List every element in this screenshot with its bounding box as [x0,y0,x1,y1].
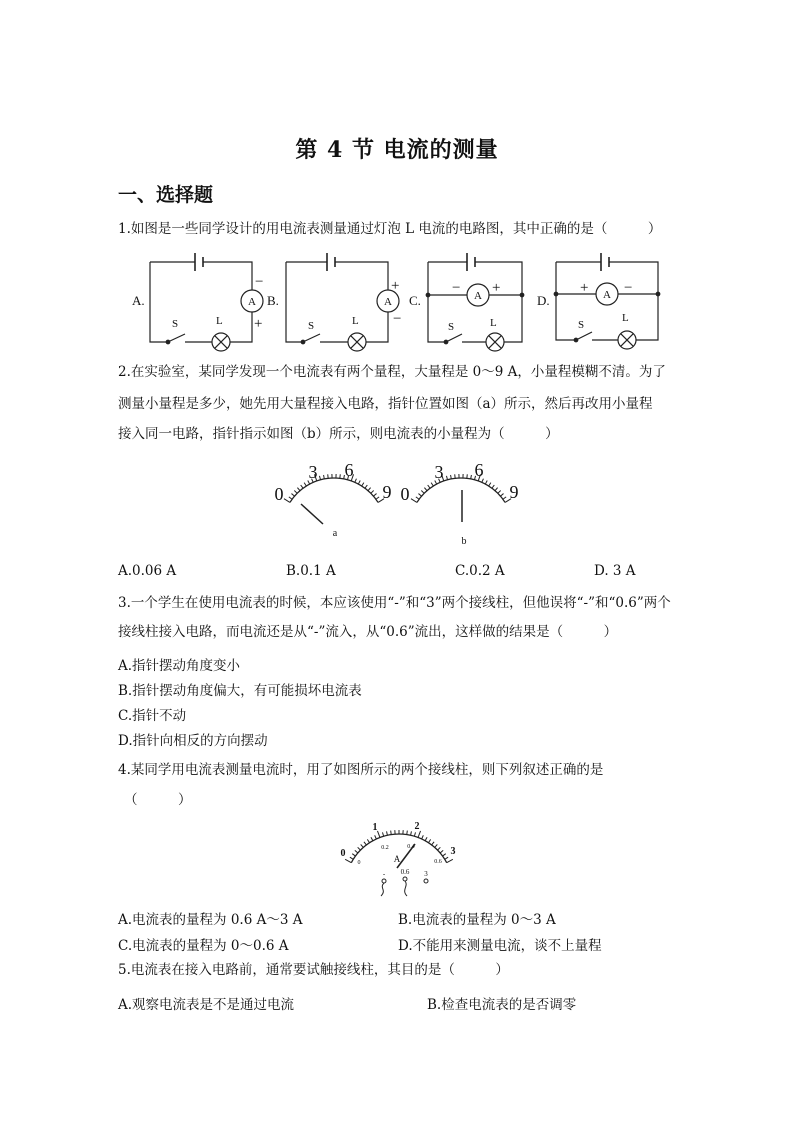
q1-option-c-label: C. [409,293,421,308]
q4-outer-tick-1: 1 [372,822,378,833]
dial-a-tick-mark [368,488,371,491]
q4-dial-tick-mark [440,850,443,853]
q4-option-a: A.电流表的量程为 0.6 A～3 A [118,912,303,928]
q4-option-d: D.不能用来测量电流，谈不上量程 [398,938,602,954]
q4-terminal-06: 0.6 [400,868,410,876]
q4-terminal-3: 3 [424,870,428,878]
dial-b-tick-mark [416,497,419,499]
q2-meter-dials-figure [265,460,535,550]
q4-dial-tick-mark [382,832,383,836]
q3-option-b: B.指针摆动角度偏大，有可能损坏电流表 [118,683,362,699]
dial-b-tick-mark [418,494,421,497]
q4-inner-tick-0: 0 [357,860,361,866]
dial-a-arc [290,478,378,502]
q1c-plus-sign: + [492,280,501,296]
dial-a-tick-mark [301,485,303,488]
dial-b-tick-mark [431,483,433,486]
q2-option-a: A.0.06 A [118,563,177,579]
dial-b-tick-6: 6 [474,460,484,480]
q1c-minus-sign: − [452,280,461,296]
q4-dial-tick-mark [345,859,351,862]
dial-a-tick-mark [319,476,320,480]
q4-dial-tick-mark [428,839,430,842]
q2-line-1: 2.在实验室，某同学发现一个电流表有两个量程，大量程是 0～9 A，小量程模糊不清。为了 [118,364,666,380]
switch-b-label: S [308,320,315,332]
q4-inner-tick-04: 0.4 [407,844,415,850]
dial-b [411,474,511,522]
dial-b-tick-mark [498,490,501,493]
q1d-plus-sign: + [580,280,589,296]
q4-inner-tick-06: 0.6 [434,859,442,865]
q4-dial-tick-mark [371,837,373,841]
dial-a-pointer [301,504,323,524]
q5-option-b: B.检查电流表的是否调零 [427,997,577,1013]
lamp-a-label: L [216,315,223,327]
q3-option-d: D.指针向相反的方向摆动 [118,733,268,749]
q4-dial-tick-mark [411,831,412,835]
q4-dial-tick-mark [391,831,392,835]
dial-a-tick-9: 9 [382,482,392,502]
dial-a-tick-mark [291,494,294,497]
q4-dial-tick-mark [361,844,364,847]
q3-line-2: 接线柱接入电路，而电流还是从“-”流入，从“0.6”流出，这样做的结果是（ ） [118,624,618,640]
ammeter-b-label: A [384,296,392,308]
dial-b-tick-9: 9 [509,482,519,502]
q1-option-b-label: B. [267,293,279,308]
q4-dial-tick-mark [422,835,424,839]
switch-c-label: S [448,321,455,333]
q4-dial-tick-mark [407,831,408,835]
dial-b-tick-mark [451,475,452,479]
dial-b-tick-mark [424,488,427,491]
dial-b-tick-mark [485,481,487,485]
q4-dial-tick-mark [432,842,434,845]
q4-unit-label: A [393,854,401,864]
dial-a [284,474,384,524]
switch-a-label: S [172,318,179,330]
q1b-plus-sign: + [391,278,400,294]
q4-dial-tick-mark [350,857,353,859]
q4-dial-tick-mark [437,847,440,850]
q4-line-1: 4.某同学用电流表测量电流时，用了如图所示的两个接线柱，则下列叙述正确的是 [118,762,604,778]
q1-option-d-label: D. [537,293,550,308]
q1a-minus-sign: − [255,274,264,290]
dial-b-caption: b [461,536,467,547]
dial-a-tick-mark [365,485,367,488]
q4-dial-tick-mark [367,839,369,842]
q4-lead-wires [381,877,428,896]
dial-a-caption: a [332,528,338,539]
lamp-b-label: L [352,315,359,327]
q2-option-d: D. 3 A [594,563,636,579]
q1-stem: 1.如图是一些同学设计的用电流表测量通过灯泡 L 电流的电路图，其中正确的是（ ） [118,221,662,237]
page-title: 第 4 节 电流的测量 [295,137,499,163]
q4-dial-tick-mark [445,857,448,859]
q4-dial-tick-mark [447,859,453,862]
dial-a-tick-mark [371,490,374,493]
dial-a-tick-mark [304,483,306,486]
q4-option-b: B.电流表的量程为 0～3 A [398,912,556,928]
q4-ammeter-figure [335,818,465,900]
q1a-plus-sign: + [254,316,263,332]
dial-a-tick-mark [362,483,364,486]
dial-b-tick-mark [500,494,503,497]
dial-b-tick-mark [471,475,472,479]
dial-b-arc [417,478,505,502]
q1d-minus-sign: − [624,280,633,296]
dial-b-tick-mark [503,497,506,499]
circuit-d [554,253,660,349]
circuit-c [426,253,524,351]
dial-b-tick-mark [492,485,494,488]
q1-option-a-label: A. [132,293,145,308]
ammeter-c-label: A [474,290,482,302]
dial-a-tick-mark [376,497,379,499]
dial-b-tick-mark [446,476,447,480]
q3-option-c: C.指针不动 [118,708,187,724]
circuit-a [150,253,263,351]
dial-b-tick-mark [428,485,430,488]
dial-a-tick-mark [294,490,297,493]
q5-stem: 5.电流表在接入电路前，通常要试触接线柱，其目的是（ ） [118,962,509,978]
q5-option-a: A.观察电流表是不是通过电流 [118,997,295,1013]
q4-dial-tick-mark [387,831,388,835]
dial-a-tick-mark [289,497,292,499]
q4-dial-tick-mark [377,831,379,838]
circuit-b [286,253,402,351]
switch-d-label: S [578,319,585,331]
q3-option-a: A.指针摆动角度变小 [118,658,241,674]
q4-dial-tick-mark [435,844,438,847]
q2-option-c: C.0.2 A [455,563,505,579]
q4-dial-tick-mark [355,850,358,853]
q3-line-1: 3.一个学生在使用电流表的时候，本应该使用“-”和“3”两个接线柱，但他误将“-”和“0.6”两个 [118,595,671,611]
q4-outer-tick-0: 0 [340,848,346,859]
dial-b-tick-mark [411,499,417,503]
dial-a-tick-3: 3 [308,462,318,482]
q4-line-2: （ ） [124,792,192,808]
q4-inner-tick-02: 0.2 [381,845,389,851]
dial-a-tick-mark [324,475,325,479]
q4-terminal-minus: - [382,870,386,878]
dial-b-tick-3: 3 [434,462,444,482]
q1b-minus-sign: − [393,311,402,327]
q4-dial-tick-mark [375,835,377,839]
q4-dial-tick-mark [414,832,415,836]
dial-b-tick-mark [421,490,424,493]
dial-a-tick-0: 0 [274,484,284,504]
ammeter-d-label: A [603,289,611,301]
q4-dial-tick-mark [443,854,446,856]
section-heading: 一、选择题 [118,184,214,206]
ammeter-a-label: A [248,296,256,308]
dial-a-tick-mark [297,488,300,491]
lamp-c-label: L [490,317,497,329]
dial-a-tick-6: 6 [344,460,354,480]
q4-outer-tick-3: 3 [450,846,456,857]
q4-dial-tick-mark [352,854,355,856]
dial-b-tick-mark [489,483,491,486]
q2-line-3: 接入同一电路，指针指示如图（b）所示，则电流表的小量程为（ ） [118,426,559,442]
q2-line-2: 测量小量程是多少，她先用大量程接入电路，指针位置如图（a）所示，然后再改用小量程 [118,396,653,412]
dial-a-tick-mark [373,494,376,497]
q4-outer-tick-2: 2 [414,821,420,832]
lamp-d-label: L [622,312,629,324]
dial-a-tick-mark [355,479,357,483]
q4-dial-tick-mark [425,837,427,841]
dial-b-tick-0: 0 [400,484,410,504]
q4-dial-tick-mark [364,842,366,845]
q4-dial-tick-mark [358,847,361,850]
q2-option-b: B.0.1 A [286,563,336,579]
q4-option-c: C.电流表的量程为 0～0.6 A [118,938,289,954]
dial-a-tick-mark [358,481,360,485]
dial-b-tick-mark [495,488,498,491]
dial-a-tick-mark [284,499,290,503]
